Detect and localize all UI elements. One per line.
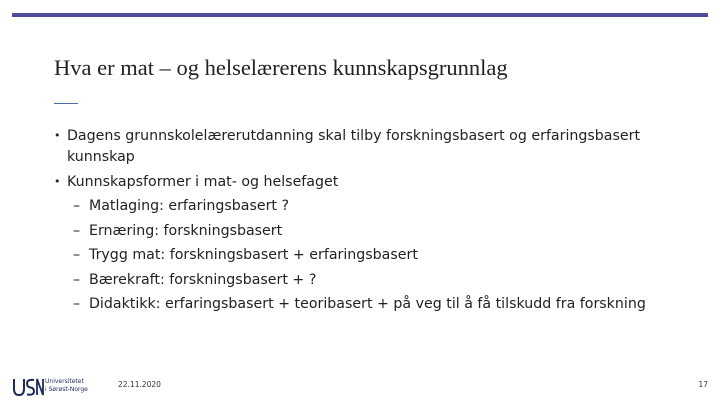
logo-wordmark: [45, 378, 88, 394]
logo-line-1: Universitetet: [45, 378, 84, 385]
usn-logo: [12, 376, 104, 398]
dash-mark: –: [73, 222, 81, 239]
bullet-text-continued: kunnskap: [67, 148, 135, 165]
dash-mark: –: [73, 271, 81, 288]
title-underline: [54, 103, 78, 104]
sub-bullet-text: Ernæring: forskningsbasert: [89, 222, 283, 239]
sub-bullet-item: [54, 219, 694, 244]
sub-bullet-item: [54, 194, 694, 219]
slide-title: Hva er mat – og helselærerens kunnskapsgrunnlag: [54, 55, 508, 80]
bullet-text: Kunnskapsformer i mat- og helsefaget: [67, 173, 339, 190]
top-accent-bar: [12, 13, 708, 17]
sub-bullet-text: Didaktikk: erfaringsbasert + teoribasert + på veg til å få tilskudd fra forskning: [89, 296, 646, 312]
sub-bullet-text: Trygg mat: forskningsbasert + erfaringsbasert: [89, 247, 418, 263]
page-number: 17: [698, 380, 708, 389]
sub-bullet-item: [54, 268, 694, 293]
usn-logo-icon: [12, 376, 44, 398]
sub-bullet-item: [54, 243, 694, 268]
bullet-mark: •: [54, 174, 61, 188]
logo-line-2: i Sørøst-Norge: [45, 386, 88, 393]
slide-content: [54, 124, 694, 317]
footer-date: 22.11.2020: [118, 380, 161, 389]
sub-bullet-item: [54, 292, 694, 317]
dash-mark: –: [73, 198, 81, 214]
bullet-mark: •: [54, 129, 61, 142]
dash-mark: –: [73, 296, 81, 312]
bullet-item: [54, 124, 694, 167]
dash-mark: –: [73, 247, 81, 263]
bullet-text: Dagens grunnskolelærerutdanning skal tilby forskningsbasert og erfaringsbasert: [67, 128, 641, 144]
sub-bullet-text: Matlaging: erfaringsbasert ?: [89, 198, 290, 214]
bullet-item: [54, 170, 694, 195]
sub-bullet-text: Bærekraft: forskningsbasert + ?: [89, 271, 317, 288]
